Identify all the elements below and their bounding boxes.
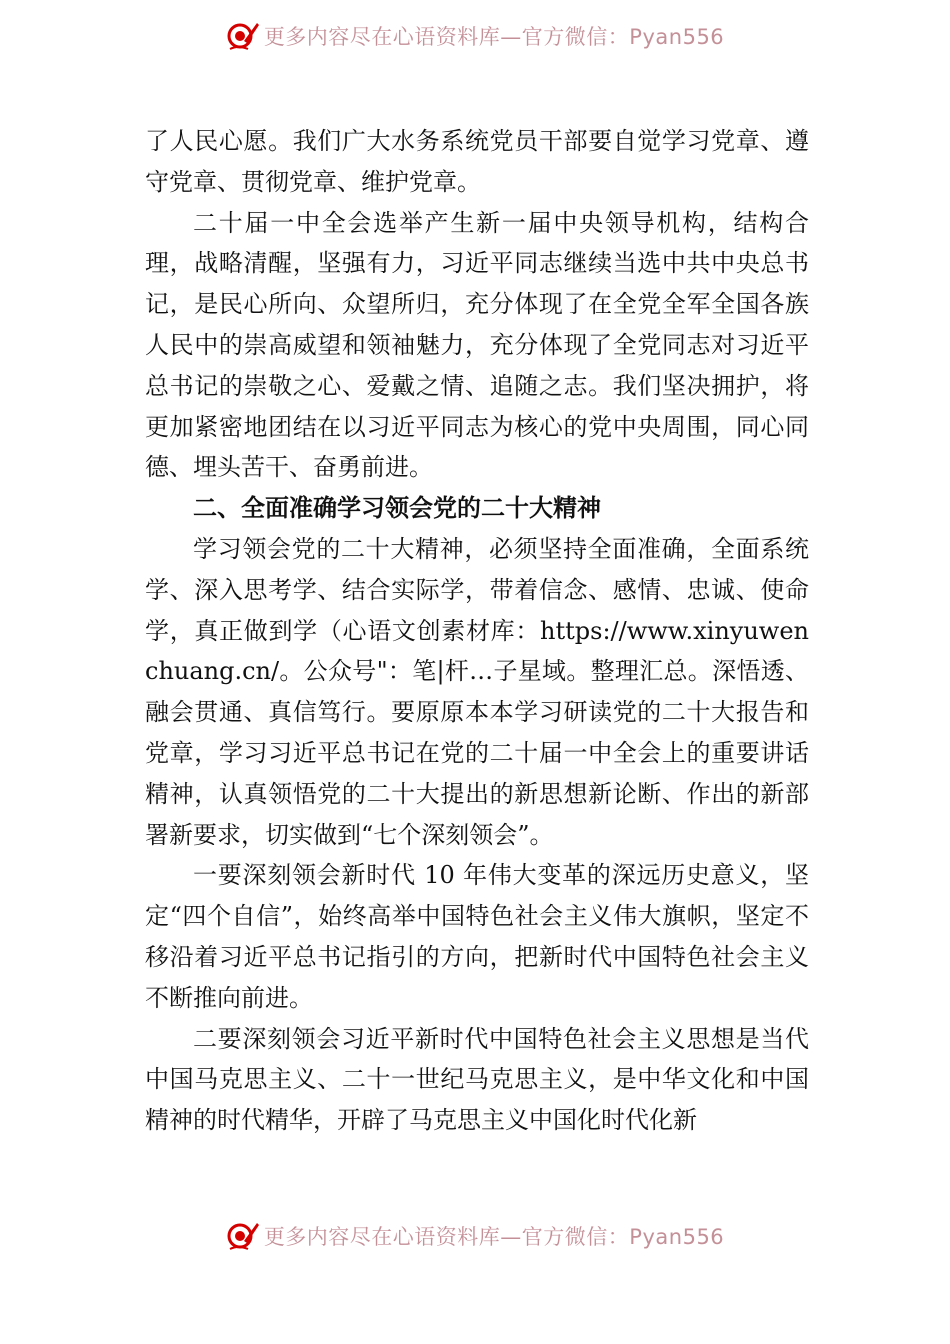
header-banner (0, 16, 950, 56)
paragraph: 学习领会党的二十大精神，必须坚持全面准确，全面系统学、深入思考学、结合实际学，带着信念、感情、忠诚、使命学，真正做到学（心语文创素材库：https://www.xinyuwenchuang.cn/。公众号"：笔|杆…子星域。整理汇总。深悟透、融会贯通、真信笃行。要原原本本学习研读党的二十大报告和党章，学习习近平总书记在党的二十届一中全会上的重要讲话精神，认真领悟党的二十大提出的新思想新论断、作出的新部署新要求，切实做到“七个深刻领会”。 (145, 534, 809, 849)
document-body (145, 121, 809, 1141)
paragraph: 二十届一中全会选举产生新一届中央领导机构，结构合理，战略清醒，坚强有力，习近平同志继续当选中共中央总书记，是民心所向、众望所归，充分体现了在全党全军全国各族人民中的崇高威望和领袖魅力，充分体现了全党同志对习近平总书记的崇敬之心、爱戴之情、追随之志。我们坚决拥护，将更加紧密地团结在以习近平同志为核心的党中央周围，同心同德、埋头苦干、奋勇前进。 (145, 208, 809, 482)
footer-banner (0, 1216, 950, 1256)
stamp-pen-icon (226, 1219, 260, 1253)
paragraph: 了人民心愿。我们广大水务系统党员干部要自觉学习党章、遵守党章、贯彻党章、维护党章。 (145, 127, 809, 196)
paragraph: 一要深刻领会新时代 10 年伟大变革的深远历史意义，坚定“四个自信”，始终高举中国特色社会主义伟大旗帜，坚定不移沿着习近平总书记指引的方向，把新时代中国特色社会主义不断推向前进。 (145, 861, 809, 1012)
banner-text: 更多内容尽在心语资料库—官方微信：Pyan556 (263, 1225, 725, 1249)
banner-text: 更多内容尽在心语资料库—官方微信：Pyan556 (263, 25, 725, 49)
section-heading: 二、全面准确学习领会党的二十大精神 (193, 494, 601, 523)
paragraph: 二要深刻领会习近平新时代中国特色社会主义思想是当代中国马克思主义、二十一世纪马克思主义，是中华文化和中国精神的时代精华，开辟了马克思主义中国化时代化新 (145, 1024, 809, 1135)
stamp-pen-icon (226, 19, 260, 53)
